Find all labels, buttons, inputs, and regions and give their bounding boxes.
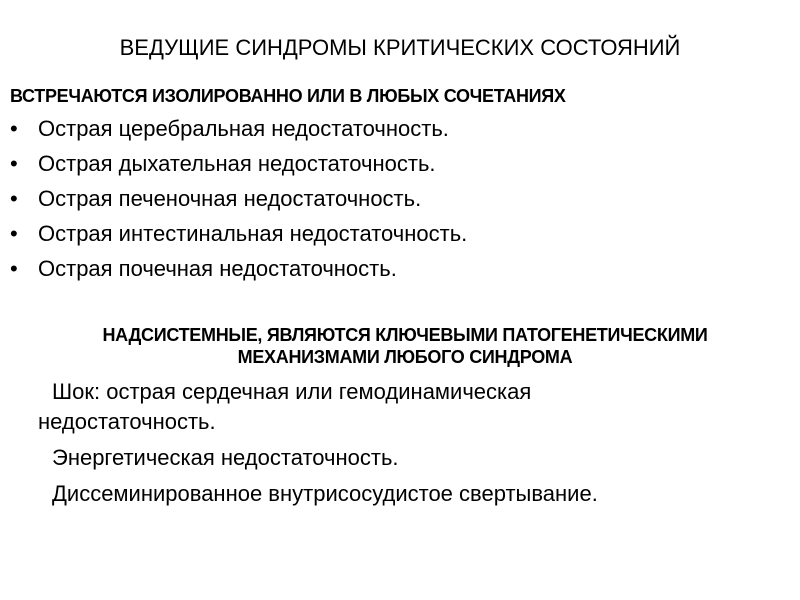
- list-item-text: Острая интестинальная недостаточность.: [38, 221, 468, 246]
- list-item-text: Острая дыхательная недостаточность.: [38, 151, 436, 176]
- paragraph-shock-continued: недостаточность.: [38, 409, 216, 434]
- slide-title: ВЕДУЩИЕ СИНДРОМЫ КРИТИЧЕСКИХ СОСТОЯНИЙ: [119, 35, 681, 60]
- section2-heading: [10, 324, 800, 368]
- bullet-icon: •: [10, 221, 18, 246]
- list-item-text: Острая почечная недостаточность.: [38, 256, 397, 281]
- paragraph-shock: Шок: острая сердечная или гемодинамическая: [52, 379, 532, 404]
- bullet-icon: •: [10, 116, 18, 141]
- section2-heading-line2: МЕХАНИЗМАМИ ЛЮБОГО СИНДРОМА: [237, 347, 573, 367]
- section1-heading: ВСТРЕЧАЮТСЯ ИЗОЛИРОВАННО ИЛИ В ЛЮБЫХ СОЧЕТАНИЯХ: [10, 86, 566, 106]
- bullet-icon: •: [10, 151, 18, 176]
- section2-heading-line1: НАДСИСТЕМНЫЕ, ЯВЛЯЮТСЯ КЛЮЧЕВЫМИ ПАТОГЕНЕТИЧЕСКИМИ: [102, 325, 708, 345]
- bullet-icon: •: [10, 256, 18, 281]
- bullet-icon: •: [10, 186, 18, 211]
- list-item-text: Острая печеночная недостаточность.: [38, 186, 422, 211]
- list-item-text: Острая церебральная недостаточность.: [38, 116, 449, 141]
- paragraph-dic: Диссеминированное внутрисосудистое свертывание.: [52, 481, 598, 506]
- paragraph-energy: Энергетическая недостаточность.: [52, 445, 399, 470]
